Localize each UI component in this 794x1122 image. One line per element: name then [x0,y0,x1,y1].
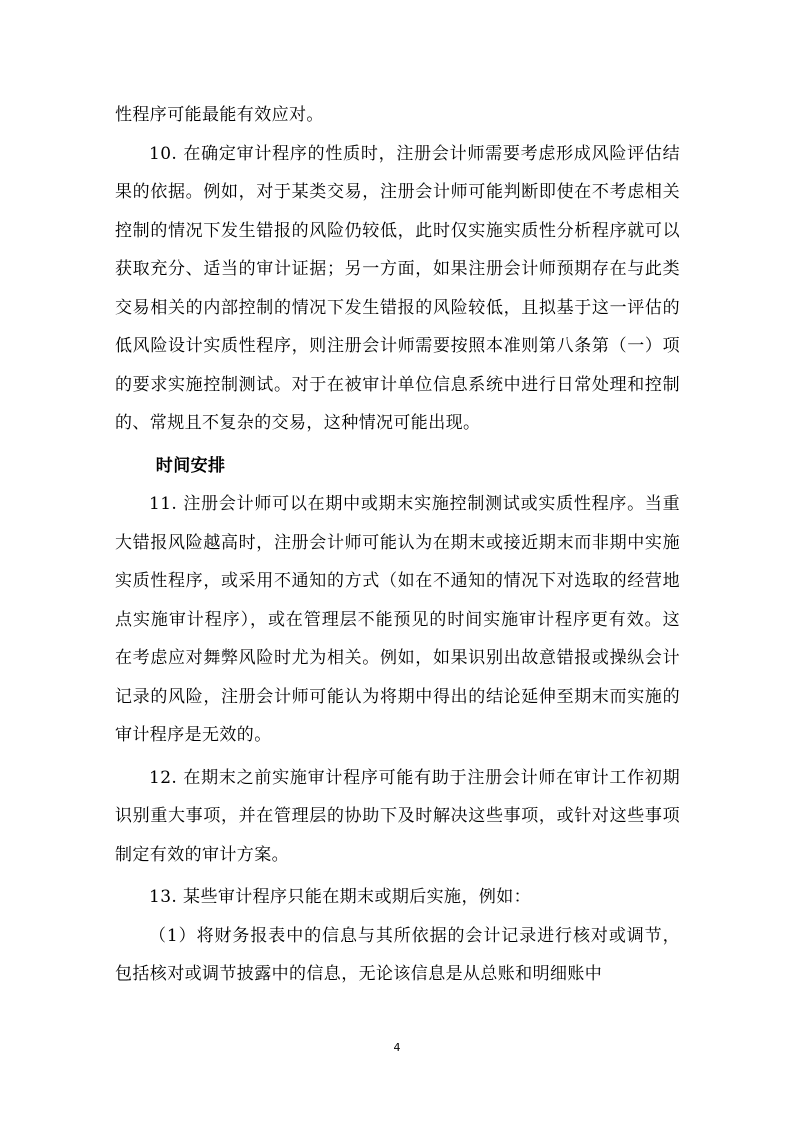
page-body [115,96,680,994]
paragraph-13-item-1: （1）将财务报表中的信息与其所依据的会计记录进行核对或调节，包括核对或调节披露中的信息，无论该信息是从总账和明细账中 [115,925,680,984]
paragraph-12: 12. 在期末之前实施审计程序可能有助于注册会计师在审计工作初期识别重大事项，并在管理层的协助下及时解决这些事项，或针对这些事项制定有效的审计方案。 [115,767,680,865]
section-heading-timing: 时间安排 [155,455,226,476]
continuation-paragraph: 性程序可能最能有效应对。 [115,105,324,125]
paragraph-10: 10. 在确定审计程序的性质时，注册会计师需要考虑形成风险评估结果的依据。例如，对于某类交易，注册会计师可能判断即使在不考虑相关控制的情况下发生错报的风险仍较低，此时仅实施实质性分析程序就可以获取充分、适当的审计证据；另一方面，如果注册会计师预期存在与此类交易相关的内部控制的情况下发生错报的风险较低，且拟基于这一评估的低风险设计实质性程序，则注册会计师需要按照本准则第八条第（一）项的要求实施控制测试。对于在被审计单位信息系统中进行日常处理和控制的、常规且不复杂的交易，这种情况可能出现。 [115,143,680,433]
paragraph-13: 13. 某些审计程序只能在期末或期后实施，例如： [149,887,532,907]
page-number: 4 [393,1041,401,1054]
paragraph-11: 11. 注册会计师可以在期中或期末实施控制测试或实质性程序。当重大错报风险越高时，注册会计师可能认为在期末或接近期末而非期中实施实质性程序，或采用不通知的方式（如在不通知的情况下对选取的经营地点实施审计程序），或在管理层不能预见的时间实施审计程序更有效。这在考虑应对舞弊风险时尤为相关。例如，如果识别出故意错报或操纵会计记录的风险，注册会计师可能认为将期中得出的结论延伸至期末而实施的审计程序是无效的。 [115,494,680,745]
